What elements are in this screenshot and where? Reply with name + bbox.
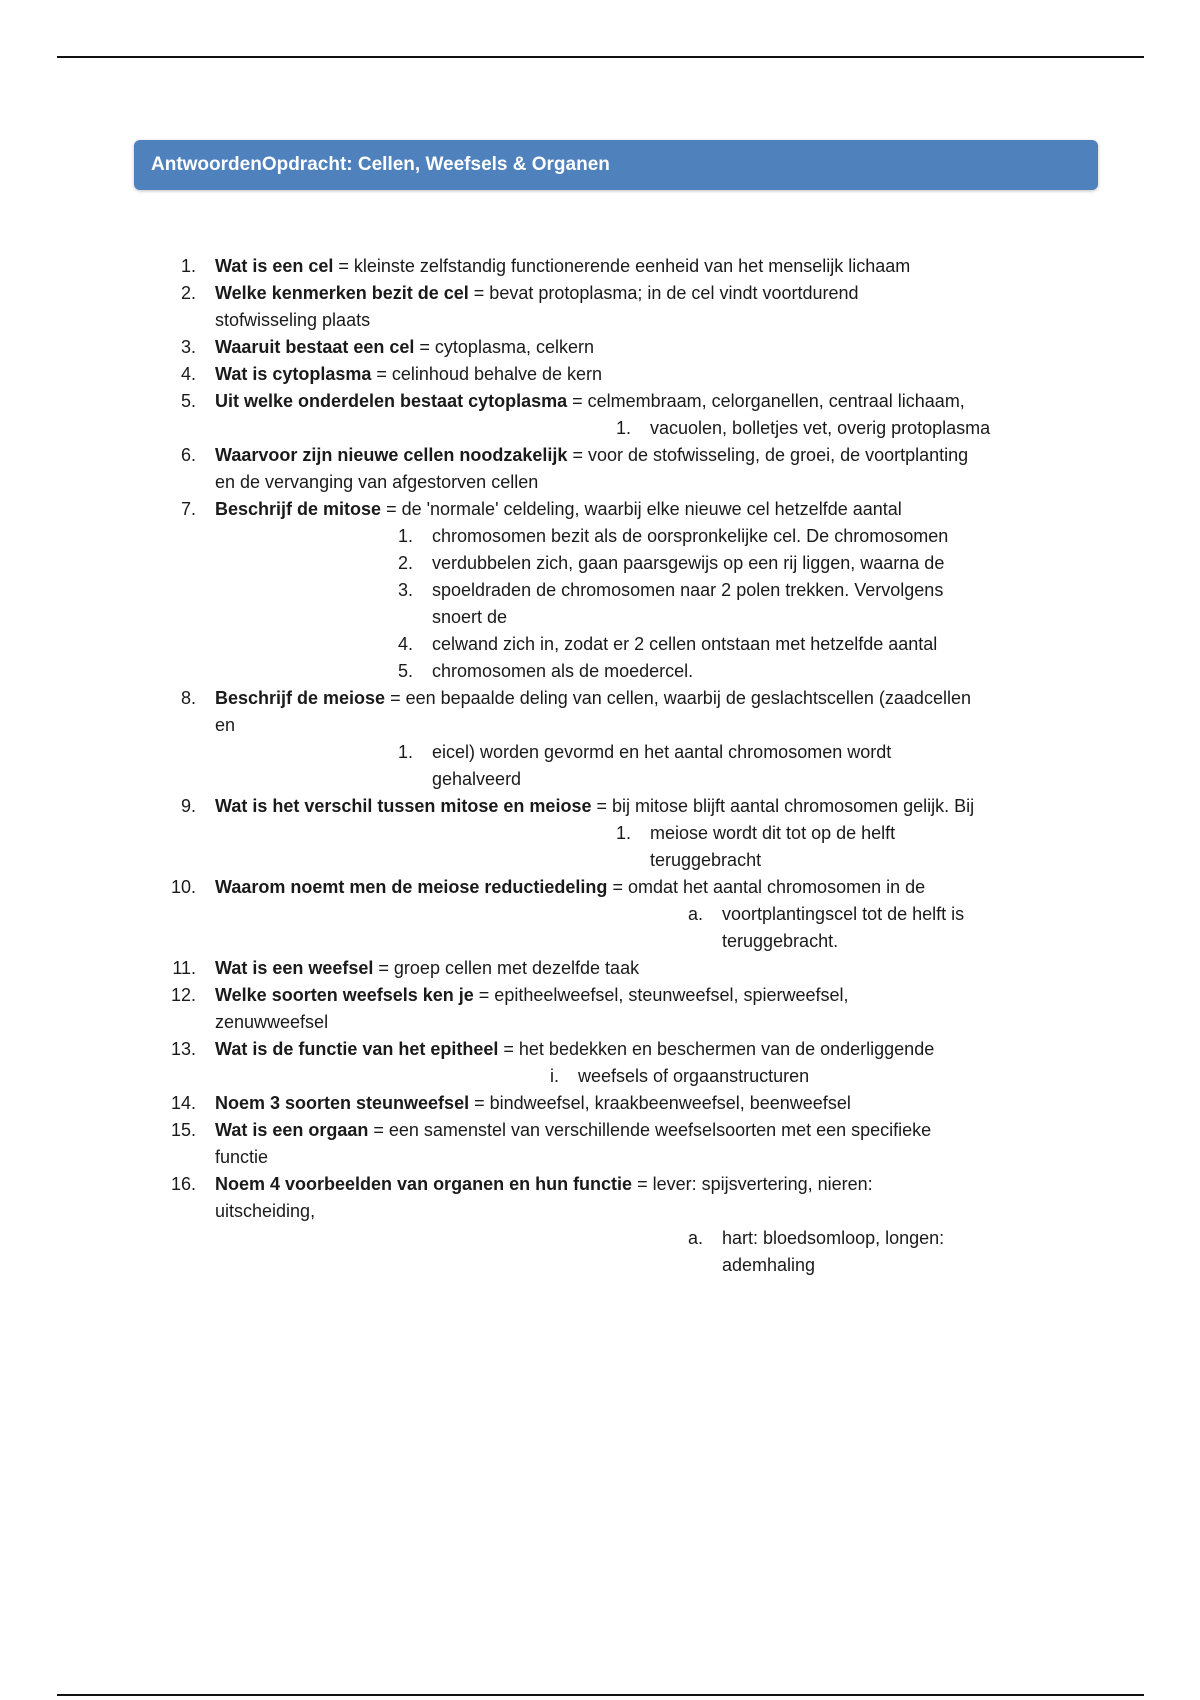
answer-continuation: en xyxy=(215,715,236,735)
question-line xyxy=(215,1119,931,1141)
sub-item-text: chromosomen bezit als de oorspronkelijke cel. De chromosomen xyxy=(432,526,949,546)
sub-item-number: 1. xyxy=(615,418,631,438)
question-number: 11. xyxy=(172,958,196,978)
question-line xyxy=(215,1173,873,1195)
sub-item-text: celwand zich in, zodat er 2 cellen ontstaan met hetzelfde aantal xyxy=(432,634,938,654)
answer-continuation: en de vervanging van afgestorven cellen xyxy=(215,472,539,492)
question-number: 9. xyxy=(180,796,196,816)
question-text: Wat is een cel xyxy=(215,256,334,276)
question-number: 4. xyxy=(180,364,196,384)
answer-text: = groep cellen met dezelfde taak xyxy=(373,958,640,978)
question-number: 7. xyxy=(180,499,196,519)
sub-item-text: gehalveerd xyxy=(432,769,522,789)
sub-item-number: 3. xyxy=(397,580,413,600)
answer-text: = voor de stofwisseling, de groei, de voortplanting xyxy=(567,445,969,465)
sub-item-number: a. xyxy=(687,904,703,924)
question-text: Wat is de functie van het epitheel xyxy=(215,1039,499,1059)
question-line xyxy=(215,255,910,277)
document-title: AntwoordenOpdracht: Cellen, Weefsels & Organen xyxy=(151,154,610,175)
sub-item-text: verdubbelen zich, gaan paarsgewijs op een rij liggen, waarna de xyxy=(432,553,945,573)
sub-item-text: weefsels of orgaanstructuren xyxy=(578,1066,810,1086)
answer-continuation: uitscheiding, xyxy=(215,1201,316,1221)
question-line xyxy=(215,390,965,412)
question-line xyxy=(215,282,859,304)
question-number: 2. xyxy=(180,283,196,303)
question-text: Wat is cytoplasma xyxy=(215,364,372,384)
question-text: Waarom noemt men de meiose reductiedeling xyxy=(215,877,608,897)
question-text: Beschrijf de mitose xyxy=(215,499,382,519)
answer-text: = de 'normale' celdeling, waarbij elke nieuwe cel hetzelfde aantal xyxy=(381,499,902,519)
question-line xyxy=(215,363,602,385)
bottom-rule xyxy=(57,1694,1144,1696)
sub-item-text: hart: bloedsomloop, longen: xyxy=(722,1228,945,1248)
title-banner xyxy=(134,140,1098,190)
question-text: Waaruit bestaat een cel xyxy=(215,337,415,357)
answer-text: = epitheelweefsel, steunweefsel, spierweefsel, xyxy=(473,985,849,1005)
question-line xyxy=(215,498,902,520)
question-text: Welke soorten weefsels ken je xyxy=(215,985,474,1005)
question-number: 14. xyxy=(170,1093,196,1113)
sub-item-number: 1. xyxy=(397,742,413,762)
sub-item-text: meiose wordt dit tot op de helft xyxy=(650,823,896,843)
answer-text: = bevat protoplasma; in de cel vindt voortdurend xyxy=(468,283,859,303)
question-line xyxy=(215,795,974,817)
question-number: 15. xyxy=(170,1120,196,1140)
question-number: 6. xyxy=(180,445,196,465)
sub-item-text: vacuolen, bolletjes vet, overig protoplasma xyxy=(650,418,991,438)
answer-text: = cytoplasma, celkern xyxy=(414,337,594,357)
sub-item-number: i. xyxy=(550,1066,559,1086)
answer-text: = omdat het aantal chromosomen in de xyxy=(607,877,926,897)
answer-text: = kleinste zelfstandig functionerende eenheid van het menselijk lichaam xyxy=(333,256,911,276)
sub-item-number: 1. xyxy=(397,526,413,546)
question-text: Uit welke onderdelen bestaat cytoplasma xyxy=(215,391,568,411)
question-text: Waarvoor zijn nieuwe cellen noodzakelijk xyxy=(215,445,568,465)
question-text: Wat is het verschil tussen mitose en meiose xyxy=(215,796,592,816)
question-text: Beschrijf de meiose xyxy=(215,688,386,708)
sub-item-text: spoeldraden de chromosomen naar 2 polen trekken. Vervolgens xyxy=(432,580,944,600)
sub-item-text: ademhaling xyxy=(722,1255,816,1275)
sub-item-text: snoert de xyxy=(432,607,508,627)
question-number: 13. xyxy=(170,1039,196,1059)
answer-text: = lever: spijsvertering, nieren: xyxy=(632,1174,873,1194)
sub-item-number: 2. xyxy=(397,553,413,573)
answer-text: = een bepaalde deling van cellen, waarbij de geslachtscellen (zaadcellen xyxy=(385,688,971,708)
sub-item-text: teruggebracht xyxy=(650,850,762,870)
answer-text: = bindweefsel, kraakbeenweefsel, beenweefsel xyxy=(469,1093,851,1113)
question-number: 8. xyxy=(180,688,196,708)
question-text: Noem 3 soorten steunweefsel xyxy=(215,1093,470,1113)
question-line xyxy=(215,957,639,979)
answer-continuation: functie xyxy=(215,1147,269,1167)
sub-item-text: chromosomen als de moedercel. xyxy=(432,661,694,681)
question-text: Wat is een weefsel xyxy=(215,958,374,978)
sub-item-number: a. xyxy=(687,1228,703,1248)
question-line xyxy=(215,444,968,466)
question-text: Noem 4 voorbeelden van organen en hun functie xyxy=(215,1174,633,1194)
question-number: 12. xyxy=(170,985,196,1005)
question-line xyxy=(215,876,925,898)
answer-text: = bij mitose blijft aantal chromosomen gelijk. Bij xyxy=(591,796,975,816)
question-text: Wat is een orgaan xyxy=(215,1120,369,1140)
answer-text: = celmembraam, celorganellen, centraal lichaam, xyxy=(567,391,965,411)
question-number: 10. xyxy=(170,877,196,897)
question-number: 1. xyxy=(180,256,196,276)
sub-item-number: 4. xyxy=(397,634,413,654)
answer-continuation: stofwisseling plaats xyxy=(215,310,371,330)
question-line xyxy=(215,984,849,1006)
question-number: 16. xyxy=(170,1174,196,1194)
question-number: 5. xyxy=(180,391,196,411)
sub-item-text: teruggebracht. xyxy=(722,931,839,951)
sub-item-number: 1. xyxy=(615,823,631,843)
sub-item-number: 5. xyxy=(397,661,413,681)
sub-item-text: voortplantingscel tot de helft is xyxy=(722,904,965,924)
question-line xyxy=(215,1092,851,1114)
answer-continuation: zenuwweefsel xyxy=(215,1012,329,1032)
sub-item-text: eicel) worden gevormd en het aantal chromosomen wordt xyxy=(432,742,892,762)
question-line xyxy=(215,1038,934,1060)
question-line xyxy=(215,687,971,709)
question-number: 3. xyxy=(180,337,196,357)
question-text: Welke kenmerken bezit de cel xyxy=(215,283,469,303)
top-rule xyxy=(57,56,1144,58)
answer-text: = het bedekken en beschermen van de onderliggende xyxy=(498,1039,935,1059)
answer-text: = celinhoud behalve de kern xyxy=(371,364,603,384)
question-line xyxy=(215,336,594,358)
answer-text: = een samenstel van verschillende weefselsoorten met een specifieke xyxy=(368,1120,932,1140)
